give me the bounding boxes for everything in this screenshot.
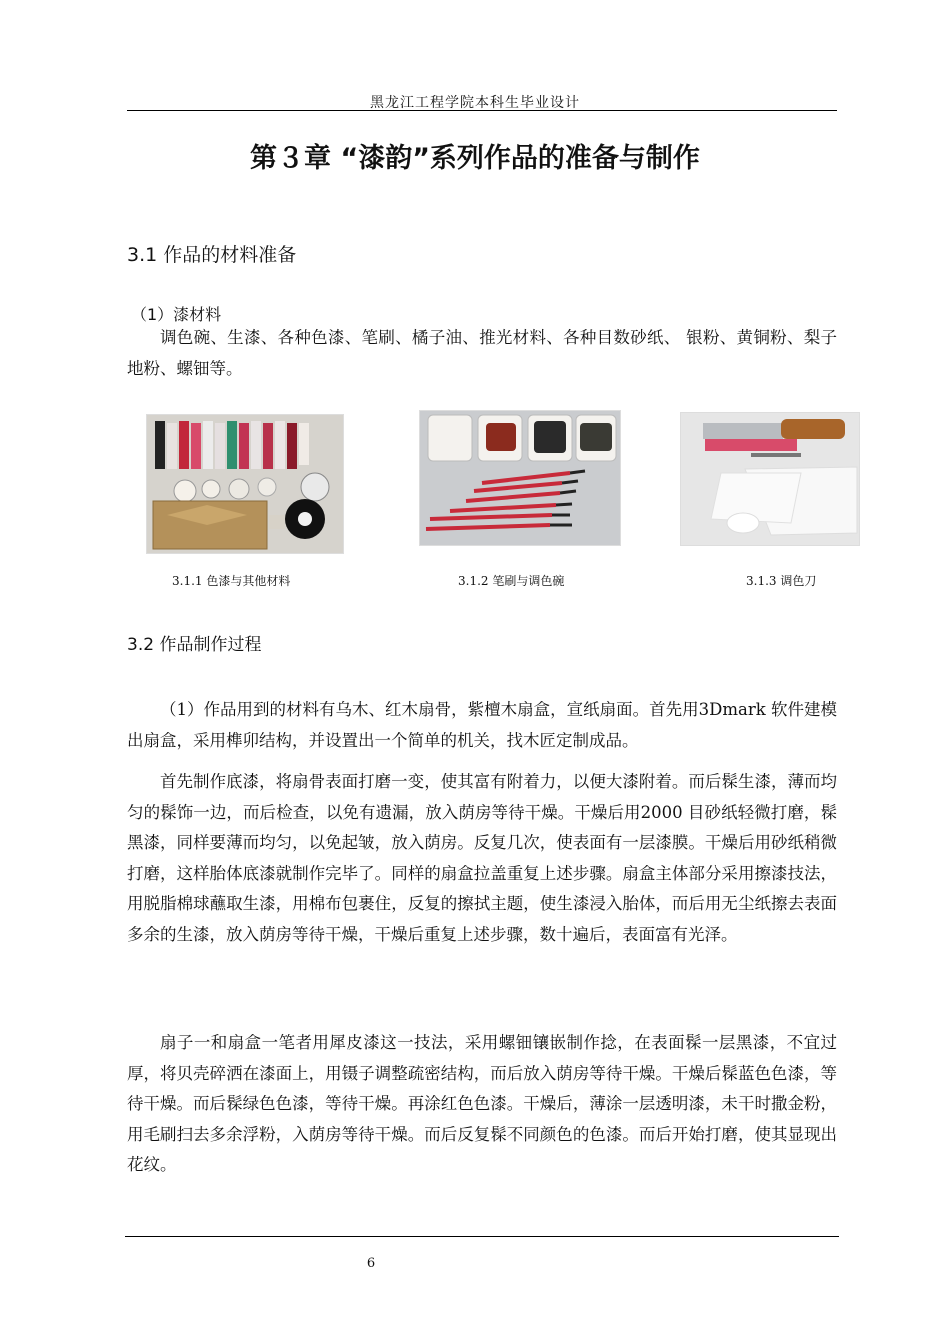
footer-rule: [125, 1236, 839, 1237]
figure-brushes-mixing-bowls: [419, 410, 621, 546]
process-paragraph-2: 首先制作底漆，将扇骨表面打磨一变，使其富有附着力，以便大漆附着。而后髹生漆，薄而均匀的髹饰一边，而后检查，以免有遗漏，放入荫房等待干燥。干燥后用2000 目砂纸轻微打磨，髹黑漆，同样要薄而均匀，以免起皱，放入荫房。反复几次，使表面有一层漆膜。干燥后用砂纸稍微打磨，这样胎体底漆就制作完毕了。同样的扇盒拉盖重复上述步骤。扇盒主体部分采用擦漆技法，用脱脂棉球蘸取生漆，用棉布包裹住，反复的擦拭主题，使生漆浸入胎体，而后用无尘纸擦去表面多余的生漆，放入荫房等待干燥，干燥后重复上述步骤，数十遍后，表面富有光泽。: [127, 772, 837, 944]
materials-paragraph: 调色碗、生漆、各种色漆、笔刷、橘子油、推光材料、各种目数砂纸、 银粉、黄铜粉、梨子地粉、螺钿等。: [127, 328, 837, 378]
figure-caption: 3.1.2 笔刷与调色碗: [458, 574, 565, 588]
figure-caption: 3.1.3 调色刀: [746, 574, 817, 588]
palette-knife-photo-illustration: [681, 413, 859, 545]
figure-color-lacquer-materials: [146, 414, 344, 554]
materials-photo-illustration: [147, 415, 343, 553]
running-header: 黑龙江工程学院本科生毕业设计: [370, 95, 580, 111]
process-paragraph-3: 扇子一和扇盒一笔者用犀皮漆这一技法，采用螺钿镶嵌制作捻，在表面髹一层黑漆，不宜过厚，将贝壳碎洒在漆面上，用镊子调整疏密结构，而后放入荫房等待干燥。干燥后髹蓝色色漆，等待干燥。而后髹绿色色漆，等待干燥。再涂红色色漆。干燥后，薄涂一层透明漆，未干时撒金粉，用毛刷扫去多余浮粉，入荫房等待干燥。而后反复髹不同颜色的色漆。而后开始打磨，使其显现出花纹。: [127, 1033, 837, 1174]
header-rule: [127, 110, 837, 111]
subheading-lacquer-materials: （1）漆材料: [131, 305, 222, 324]
chapter-title: 第３章 “漆韵”系列作品的准备与制作: [250, 143, 700, 174]
section-title-3-2: 3.2 作品制作过程: [127, 635, 262, 655]
page-number: 6: [366, 1256, 376, 1271]
process-paragraph-1: （1）作品用到的材料有乌木、红木扇骨，紫檀木扇盒，宣纸扇面。首先用3Dmark 软件建模出扇盒，采用榫卯结构，并设置出一个简单的机关，找木匠定制成品。: [127, 700, 837, 750]
brushes-photo-illustration: [420, 411, 620, 545]
figure-palette-knife: [680, 412, 860, 546]
section-title-3-1: 3.1 作品的材料准备: [127, 244, 297, 266]
figure-caption: 3.1.1 色漆与其他材料: [172, 574, 291, 588]
